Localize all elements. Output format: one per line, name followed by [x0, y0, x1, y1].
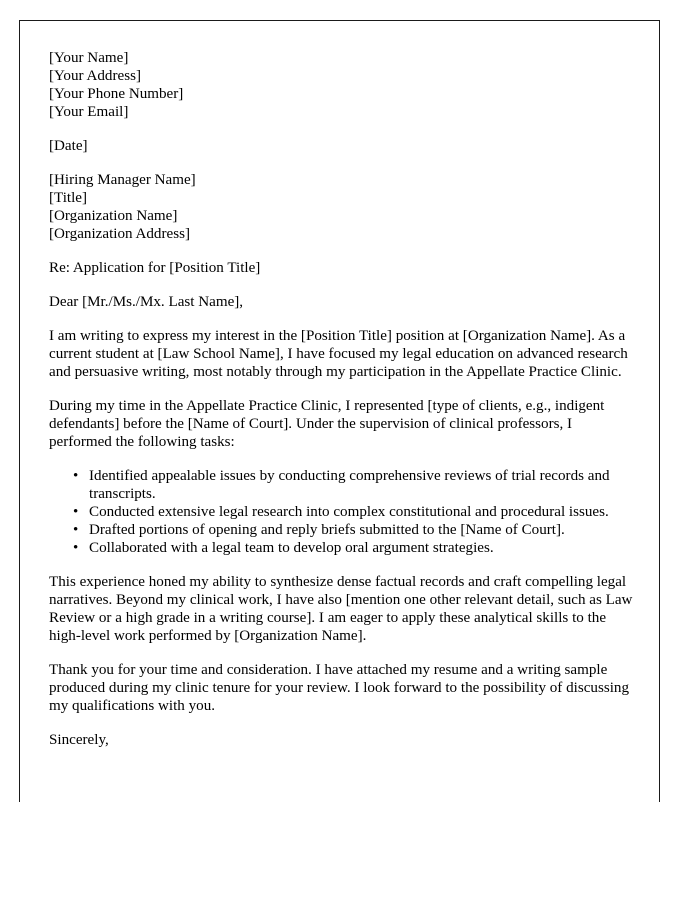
- clinic-paragraph: During my time in the Appellate Practice Clinic, I represented [type of clients, e.g., indigent defendants] before the [Name of Court]. Under the supervision of clinical professors, I performed the following tasks:: [49, 398, 605, 450]
- recipient-block: [49, 171, 634, 243]
- sender-address: [Your Address]: [49, 68, 141, 84]
- sender-name: [Your Name]: [49, 50, 129, 66]
- sender-phone: [Your Phone Number]: [49, 86, 184, 102]
- intro-paragraph: I am writing to express my interest in the [Position Title] position at [Organization Name]. As a current student at [Law School Name], I have focused my legal education on advanced research and persuasive writing, most notably through my participation in the Appellate Practice Clinic.: [49, 328, 628, 380]
- salutation: Dear [Mr./Ms./Mx. Last Name],: [49, 294, 244, 310]
- letter-page: [19, 20, 660, 802]
- list-item: [73, 467, 634, 503]
- recipient-organization: [Organization Name]: [49, 208, 178, 224]
- experience-paragraph: This experience honed my ability to synthesize dense factual records and craft compelling legal narratives. Beyond my clinical work, I have also [mention one other relevant detail, such as Law Review or a high grade in a writing course]. I am eager to apply these analytical skills to the high-level work performed by [Organization Name].: [49, 574, 633, 644]
- recipient-name: [Hiring Manager Name]: [49, 172, 196, 188]
- sender-email: [Your Email]: [49, 104, 129, 120]
- bullet-icon: •: [73, 540, 79, 556]
- sender-block: [49, 49, 634, 121]
- letter-date: [Date]: [49, 138, 88, 154]
- task-text: Drafted portions of opening and reply briefs submitted to the [Name of Court].: [89, 522, 565, 538]
- date-block: [49, 137, 634, 155]
- bullet-icon: •: [73, 522, 79, 538]
- signoff: Sincerely,: [49, 732, 109, 748]
- task-list: [49, 467, 634, 557]
- list-item: [73, 503, 634, 521]
- task-text: Collaborated with a legal team to develop oral argument strategies.: [89, 540, 494, 556]
- subject-line: Re: Application for [Position Title]: [49, 260, 261, 276]
- recipient-title: [Title]: [49, 190, 88, 206]
- recipient-address: [Organization Address]: [49, 226, 190, 242]
- list-item: [73, 521, 634, 539]
- task-text: Identified appealable issues by conducting comprehensive reviews of trial records and transcripts.: [89, 468, 610, 502]
- task-text: Conducted extensive legal research into complex constitutional and procedural issues.: [89, 504, 609, 520]
- letter-body: [49, 49, 634, 765]
- list-item: [73, 539, 634, 557]
- bullet-icon: •: [73, 504, 79, 520]
- closing-paragraph: Thank you for your time and consideration. I have attached my resume and a writing sample produced during my clinic tenure for your review. I look forward to the possibility of discussing my qualifications with you.: [49, 662, 630, 714]
- bullet-icon: •: [73, 468, 79, 484]
